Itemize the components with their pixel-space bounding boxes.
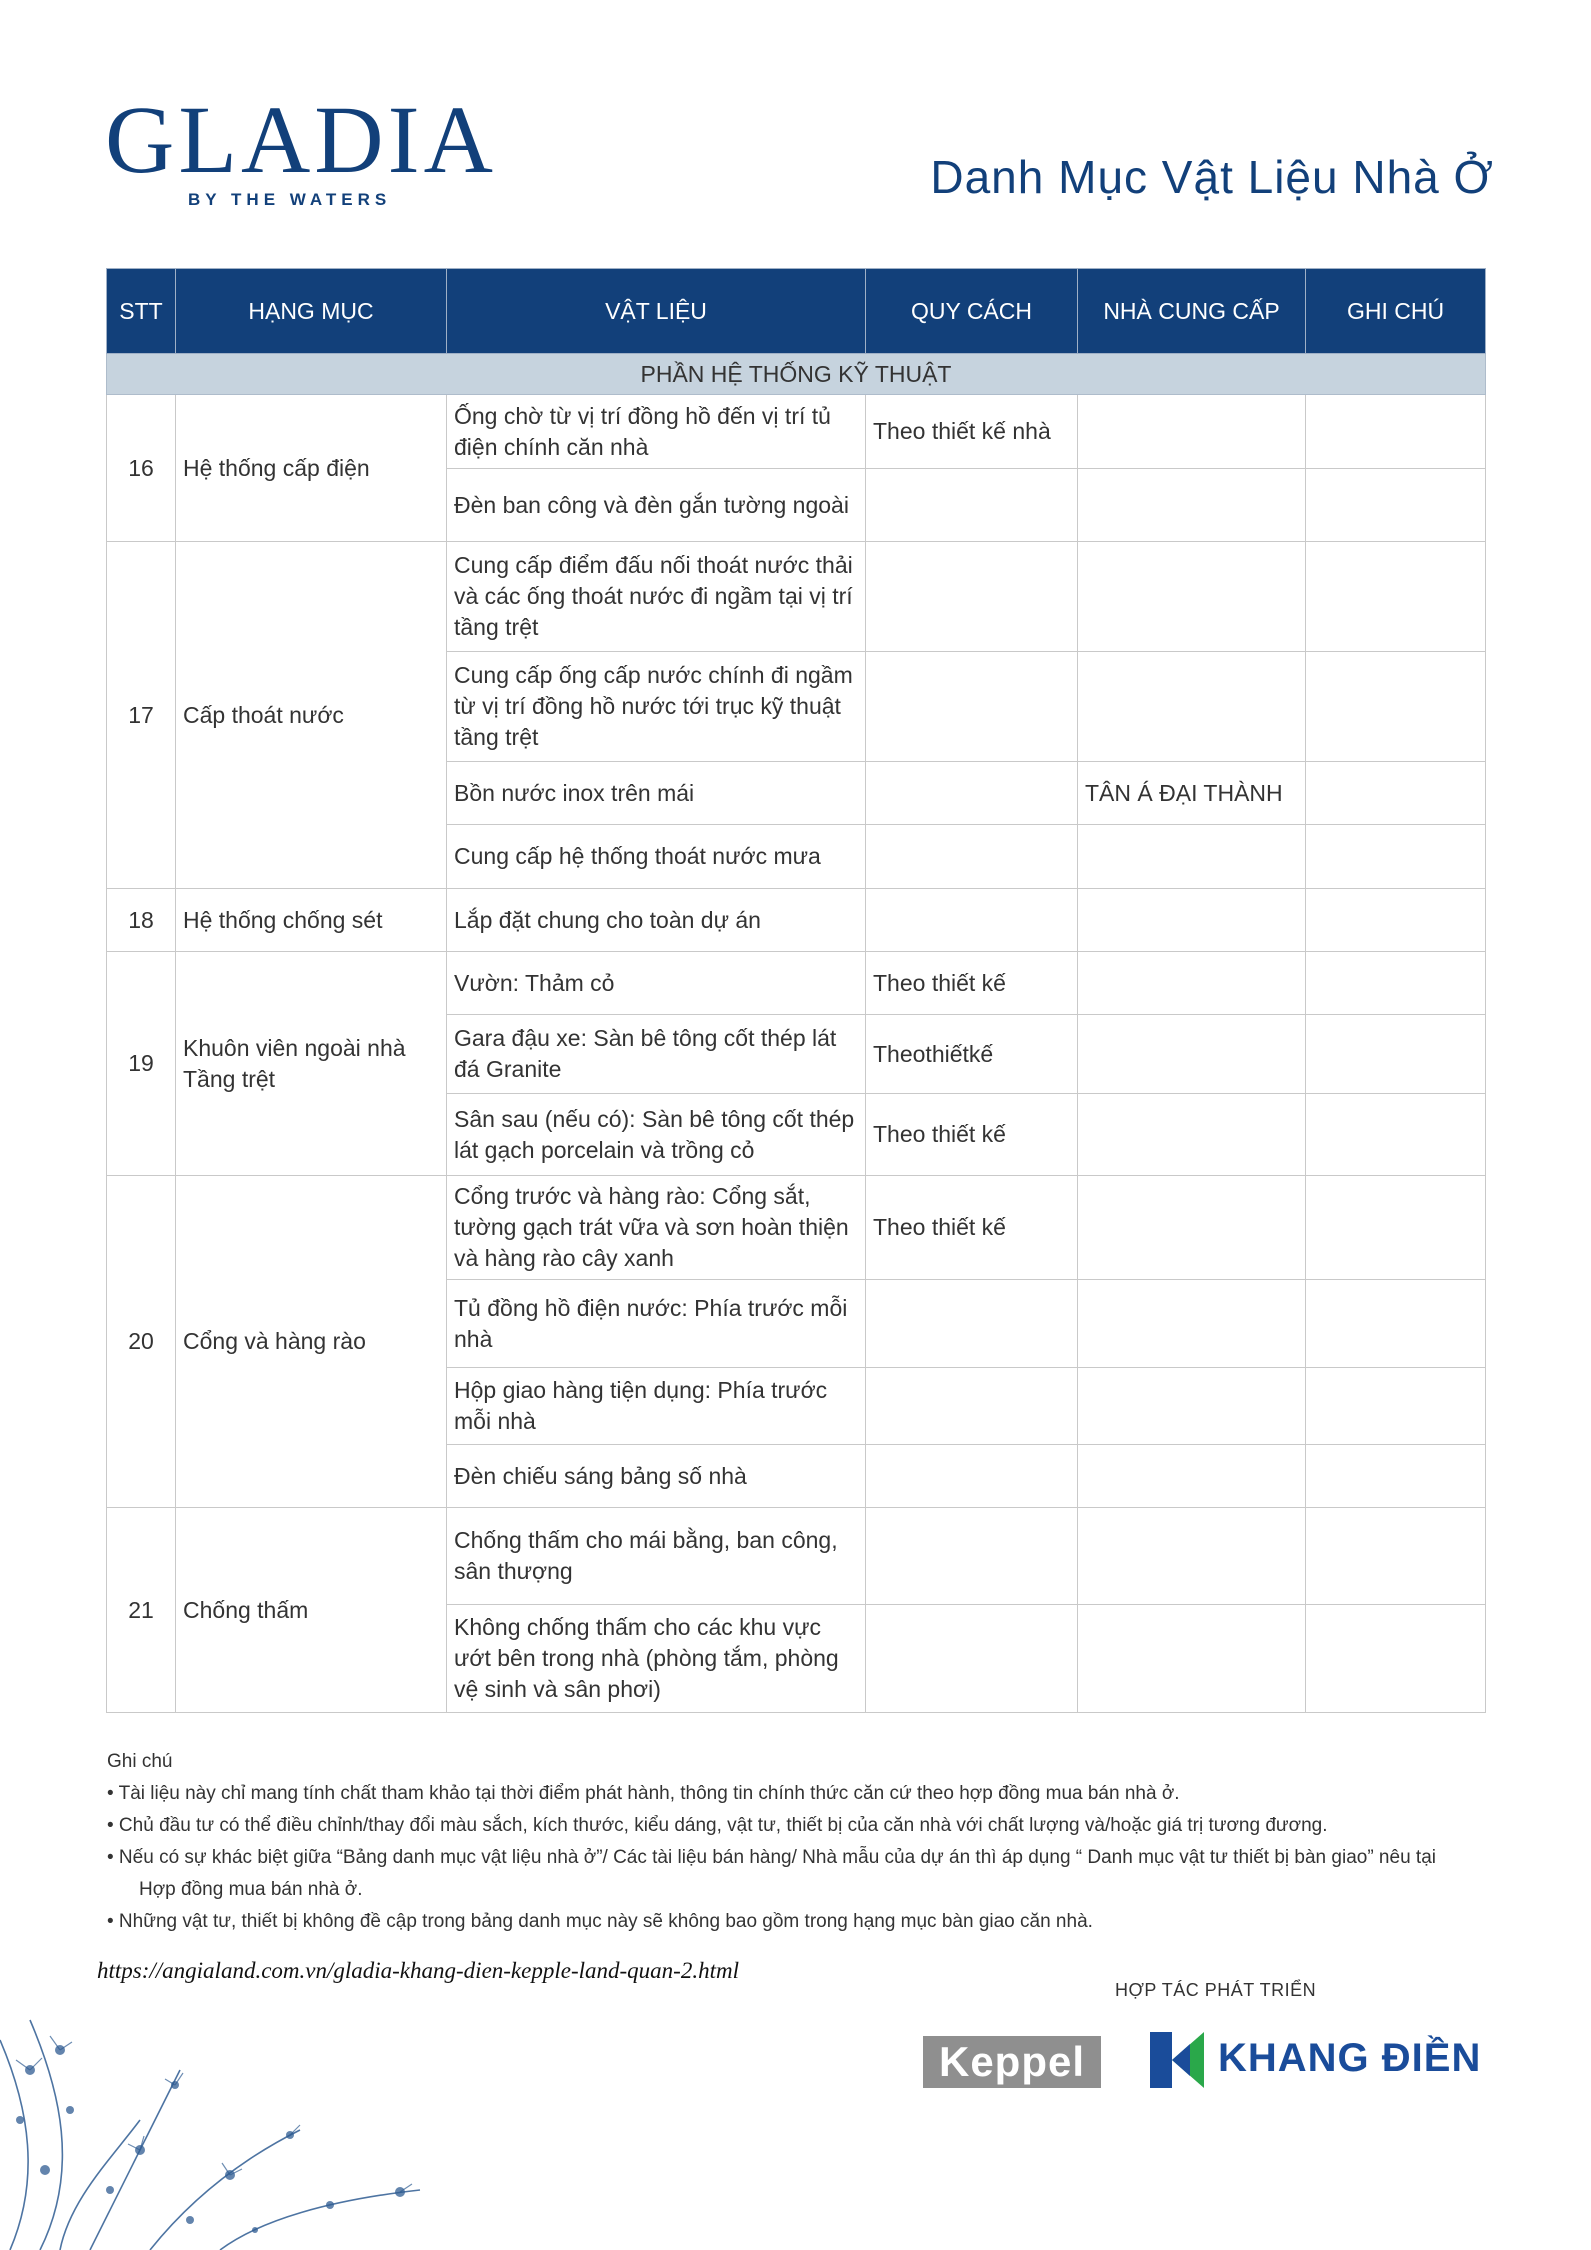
row-stt: 21 — [107, 1508, 176, 1713]
row-supplier — [1078, 395, 1306, 469]
row-supplier — [1078, 1280, 1306, 1368]
row-supplier — [1078, 952, 1306, 1015]
row-supplier — [1078, 1094, 1306, 1176]
row-material: Đèn chiếu sáng bảng số nhà — [447, 1445, 866, 1508]
table-row — [107, 395, 1486, 469]
row-note — [1306, 889, 1486, 952]
row-spec: Theo thiết kế — [866, 1176, 1078, 1280]
row-material: Cung cấp điểm đấu nối thoát nước thải và các ống thoát nước đi ngầm tại vị trí tầng trệt — [447, 542, 866, 652]
table-row — [107, 889, 1486, 952]
row-category: Chống thấm — [176, 1508, 447, 1713]
row-stt: 20 — [107, 1176, 176, 1508]
col-header-stt: STT — [107, 269, 176, 354]
note-item: Hợp đồng mua bán nhà ở. — [139, 1879, 363, 1900]
row-note — [1306, 952, 1486, 1015]
row-spec — [866, 1445, 1078, 1508]
col-header-spec: QUY CÁCH — [866, 269, 1078, 354]
row-note — [1306, 1176, 1486, 1280]
khang-dien-logo-icon — [1150, 2032, 1204, 2088]
row-supplier — [1078, 1368, 1306, 1445]
row-supplier — [1078, 889, 1306, 952]
row-spec — [866, 652, 1078, 762]
row-material: Vườn: Thảm cỏ — [447, 952, 866, 1015]
table-row — [107, 952, 1486, 1015]
col-header-supplier: NHÀ CUNG CẤP — [1078, 269, 1306, 354]
khang-dien-logo-text: KHANG ĐIỀN — [1218, 2036, 1482, 2080]
row-supplier: TÂN Á ĐẠI THÀNH — [1078, 762, 1306, 825]
row-spec — [866, 1280, 1078, 1368]
row-supplier — [1078, 1015, 1306, 1094]
row-category: Cổng và hàng rào — [176, 1176, 447, 1508]
row-supplier — [1078, 469, 1306, 542]
keppel-logo: Keppel — [923, 2036, 1101, 2088]
table-row — [107, 1176, 1486, 1280]
row-note — [1306, 1280, 1486, 1368]
row-stt: 16 — [107, 395, 176, 542]
source-url[interactable]: https://angialand.com.vn/gladia-khang-dien-kepple-land-quan-2.html — [97, 1958, 739, 1983]
logo-tagline: BY THE WATERS — [188, 190, 392, 209]
row-stt: 17 — [107, 542, 176, 889]
row-category: Hệ thống cấp điện — [176, 395, 447, 542]
row-note — [1306, 1015, 1486, 1094]
row-spec — [866, 762, 1078, 825]
row-stt: 19 — [107, 952, 176, 1176]
table-row — [107, 542, 1486, 652]
materials-table — [106, 268, 1485, 1713]
row-stt: 18 — [107, 889, 176, 952]
row-material: Cung cấp ống cấp nước chính đi ngầm từ vị trí đồng hồ nước tới trục kỹ thuật tầng trệt — [447, 652, 866, 762]
section-row — [107, 354, 1486, 395]
row-material: Cung cấp hệ thống thoát nước mưa — [447, 825, 866, 889]
row-spec — [866, 825, 1078, 889]
notes-block — [107, 1746, 1587, 1938]
col-header-material: VẬT LIỆU — [447, 269, 866, 354]
row-supplier — [1078, 542, 1306, 652]
row-note — [1306, 825, 1486, 889]
row-note — [1306, 652, 1486, 762]
row-category: Hệ thống chống sét — [176, 889, 447, 952]
row-note — [1306, 762, 1486, 825]
gladia-logo: GLADIA — [105, 86, 497, 193]
row-spec — [866, 1508, 1078, 1605]
row-material: Bồn nước inox trên mái — [447, 762, 866, 825]
row-material: Lắp đặt chung cho toàn dự án — [447, 889, 866, 952]
row-note — [1306, 1368, 1486, 1445]
col-header-category: HẠNG MỤC — [176, 269, 447, 354]
row-note — [1306, 469, 1486, 542]
row-note — [1306, 542, 1486, 652]
row-supplier — [1078, 1445, 1306, 1508]
row-spec: Theo thiết kế nhà — [866, 395, 1078, 469]
row-material: Cổng trước và hàng rào: Cổng sắt, tường gạch trát vữa và sơn hoàn thiện và hàng rào cây xanh — [447, 1176, 866, 1280]
foliage-decoration-icon — [0, 1920, 500, 2250]
row-spec — [866, 889, 1078, 952]
partner-label: HỢP TÁC PHÁT TRIỂN — [1115, 1980, 1317, 2000]
row-supplier — [1078, 1176, 1306, 1280]
row-material: Hộp giao hàng tiện dụng: Phía trước mỗi nhà — [447, 1368, 866, 1445]
notes-title: Ghi chú — [107, 1751, 173, 1772]
row-spec: Theo thiết kế — [866, 952, 1078, 1015]
row-category: Cấp thoát nước — [176, 542, 447, 889]
page-title: Danh Mục Vật Liệu Nhà Ở — [930, 151, 1494, 203]
row-supplier — [1078, 1605, 1306, 1713]
row-supplier — [1078, 652, 1306, 762]
row-material: Chống thấm cho mái bằng, ban công, sân thượng — [447, 1508, 866, 1605]
row-note — [1306, 1094, 1486, 1176]
row-category: Khuôn viên ngoài nhà Tầng trệt — [176, 952, 447, 1176]
section-title: PHẦN HỆ THỐNG KỸ THUẬT — [107, 354, 1486, 395]
table-header-row — [107, 269, 1486, 354]
row-material: Sân sau (nếu có): Sàn bê tông cốt thép lát gạch porcelain và trồng cỏ — [447, 1094, 866, 1176]
row-spec: Theo thiết kế — [866, 1094, 1078, 1176]
row-note — [1306, 395, 1486, 469]
row-supplier — [1078, 1508, 1306, 1605]
note-item: • Tài liệu này chỉ mang tính chất tham khảo tại thời điểm phát hành, thông tin chính thức căn cứ theo hợp đồng mua bán nhà ở. — [107, 1783, 1180, 1804]
row-note — [1306, 1605, 1486, 1713]
row-spec — [866, 469, 1078, 542]
row-material: Tủ đồng hồ điện nước: Phía trước mỗi nhà — [447, 1280, 866, 1368]
note-item: • Những vật tư, thiết bị không đề cập trong bảng danh mục này sẽ không bao gồm trong hạng mục bàn giao căn nhà. — [107, 1911, 1093, 1932]
row-spec — [866, 542, 1078, 652]
row-material: Đèn ban công và đèn gắn tường ngoài — [447, 469, 866, 542]
row-supplier — [1078, 825, 1306, 889]
table-row — [107, 1508, 1486, 1605]
note-item: • Chủ đầu tư có thể điều chỉnh/thay đổi màu sắch, kích thước, kiểu dáng, vật tư, thiết bị của căn nhà với chất lượng và/hoặc giá trị tương đương. — [107, 1815, 1328, 1836]
row-note — [1306, 1445, 1486, 1508]
row-material: Ống chờ từ vị trí đồng hồ đến vị trí tủ điện chính căn nhà — [447, 395, 866, 469]
row-spec: Theothiếtkế — [866, 1015, 1078, 1094]
row-note — [1306, 1508, 1486, 1605]
note-item: • Nếu có sự khác biệt giữa “Bảng danh mục vật liệu nhà ở”/ Các tài liệu bán hàng/ Nhà mẫu của dự án thì áp dụng “ Danh mục vật tư thiết bị bàn giao” nêu tại — [107, 1847, 1436, 1868]
row-material: Không chống thấm cho các khu vực ướt bên trong nhà (phòng tắm, phòng vệ sinh và sân phơi) — [447, 1605, 866, 1713]
row-material: Gara đậu xe: Sàn bê tông cốt thép lát đá Granite — [447, 1015, 866, 1094]
col-header-note: GHI CHÚ — [1306, 269, 1486, 354]
row-spec — [866, 1605, 1078, 1713]
row-spec — [866, 1368, 1078, 1445]
